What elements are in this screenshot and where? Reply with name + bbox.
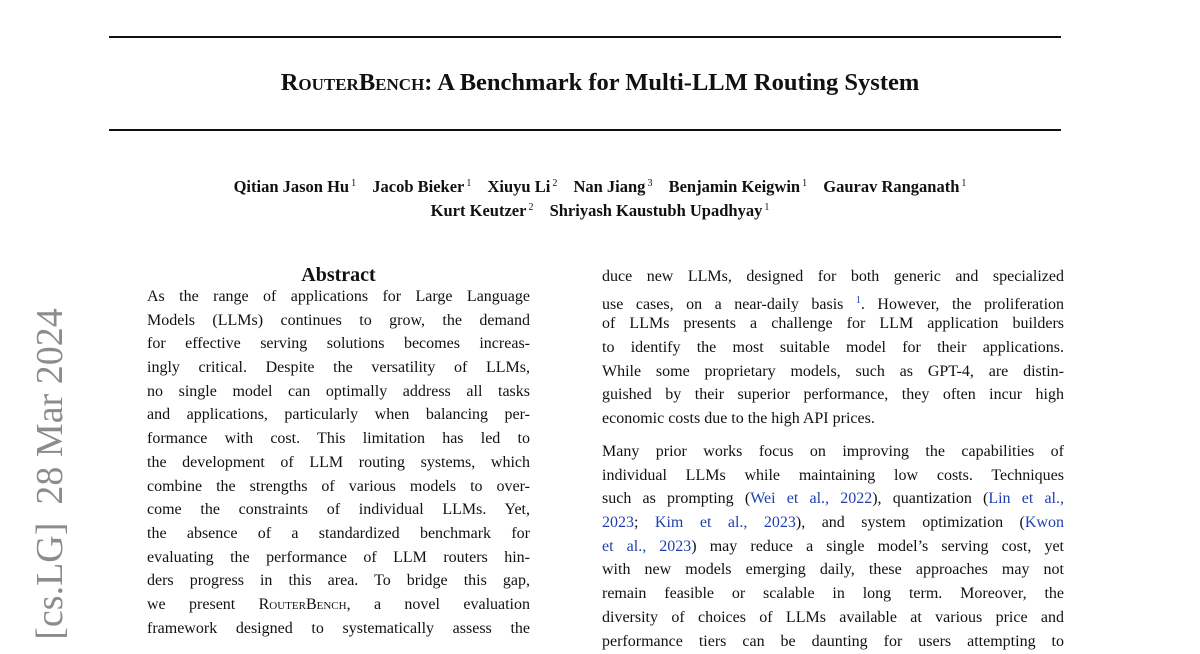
author: Kurt Keutzer $^2$ <box>430 201 534 220</box>
abstract-line: the absence of a standardized benchmark for <box>147 524 530 542</box>
arxiv-category: [cs.LG] <box>29 522 71 640</box>
abstract-line: Models (LLMs) continues to grow, the demand <box>147 311 530 329</box>
abstract-line: evaluating the performance of LLM routers hin- <box>147 548 530 566</box>
title-subtitle: : A Benchmark for Multi-LLM Routing System <box>424 69 920 96</box>
abstract-line: and applications, particularly when balancing per- <box>147 406 530 424</box>
intro-paragraph-2 <box>602 440 1064 653</box>
author-list-line-2 <box>0 196 1200 223</box>
abstract-heading: Abstract <box>301 264 376 286</box>
abstract-line: ders progress in this area. To bridge this gap, <box>147 572 530 590</box>
author: Shriyash Kaustubh Upadhyay $^1$ <box>549 201 770 220</box>
arxiv-side-stamp <box>30 294 70 654</box>
author: Xiuyu Li $^2$ <box>487 177 558 196</box>
abstract-line: combine the strengths of various models to over- <box>147 477 530 495</box>
body-line: et al., 2023) may reduce a single model’s serving cost, yet <box>602 537 1064 555</box>
abstract-line: no single model can optimally address all tasks <box>147 382 530 400</box>
body-line: such as prompting (Wei et al., 2022), quantization (Lin et al., <box>602 490 1064 508</box>
abstract-body <box>147 285 530 640</box>
abstract-line: formance with cost. This limitation has led to <box>147 430 530 448</box>
paper-title <box>0 66 1200 100</box>
title-bottom-rule <box>109 129 1061 131</box>
citation-link[interactable]: Wei et al., 2022 <box>750 490 873 508</box>
abstract-line: framework designed to systematically assess the <box>147 619 530 637</box>
title-top-rule <box>109 36 1061 38</box>
citation-link[interactable]: Kim et al., 2023 <box>654 514 796 532</box>
citation-link[interactable]: Kwon <box>1024 514 1064 532</box>
abstract-line: the development of LLM routing systems, which <box>147 453 530 471</box>
system-name: RouterBench <box>258 595 347 613</box>
body-line: performance tiers can be daunting for users attempting to <box>602 632 1064 650</box>
body-line: remain feasible or scalable in long term. Moreover, the <box>602 585 1064 603</box>
citation-link[interactable]: 2023 <box>602 514 634 532</box>
footnote-link[interactable]: 1 <box>855 294 861 306</box>
author: Qitian Jason Hu $^1$ <box>233 177 357 196</box>
arxiv-date: 28 Mar 2024 <box>29 308 71 505</box>
author: Benjamin Keigwin $^1$ <box>668 177 808 196</box>
intro-paragraph-1 <box>602 265 1064 431</box>
body-line: 2023; Kim et al., 2023), and system optimization (Kwon <box>602 514 1064 532</box>
body-line: Many prior works focus on improving the capabilities of <box>602 443 1064 460</box>
body-line: economic costs due to the high API prices. <box>602 410 875 428</box>
author: Jacob Bieker $^1$ <box>372 177 472 196</box>
abstract-line: for effective serving solutions becomes increas- <box>147 335 530 353</box>
body-line: use cases, on a near-daily basis $^1$. However, the proliferation <box>602 294 1064 313</box>
body-line: of LLMs presents a challenge for LLM application builders <box>602 315 1064 333</box>
body-line: While some proprietary models, such as GPT-4, are distin- <box>602 362 1064 380</box>
author: Nan Jiang $^3$ <box>573 177 653 196</box>
body-line: diversity of choices of LLMs available at various price and <box>602 608 1064 626</box>
citation-link[interactable]: et al., 2023 <box>602 537 692 555</box>
abstract-line: we present RouterBench, a novel evaluation <box>147 595 530 613</box>
body-line: guished by their superior performance, they often incur high <box>602 386 1064 404</box>
author-list-line-1 <box>0 172 1200 199</box>
abstract-line: come the constraints of individual LLMs. Yet, <box>147 501 530 519</box>
title-system-name: RouterBench <box>280 69 425 96</box>
abstract-line: As the range of applications for Large Language <box>147 288 530 305</box>
body-line: individual LLMs while maintaining low costs. Techniques <box>602 466 1064 484</box>
citation-link[interactable]: Lin et al., <box>988 490 1064 508</box>
body-line: with new models emerging daily, these approaches may not <box>602 561 1064 579</box>
body-line: duce new LLMs, designed for both generic and specialized <box>602 268 1064 285</box>
body-line: to identify the most suitable model for their applications. <box>602 339 1064 357</box>
abstract-line: ingly critical. Despite the versatility of LLMs, <box>147 359 530 377</box>
author: Gaurav Ranganath $^1$ <box>823 177 967 196</box>
